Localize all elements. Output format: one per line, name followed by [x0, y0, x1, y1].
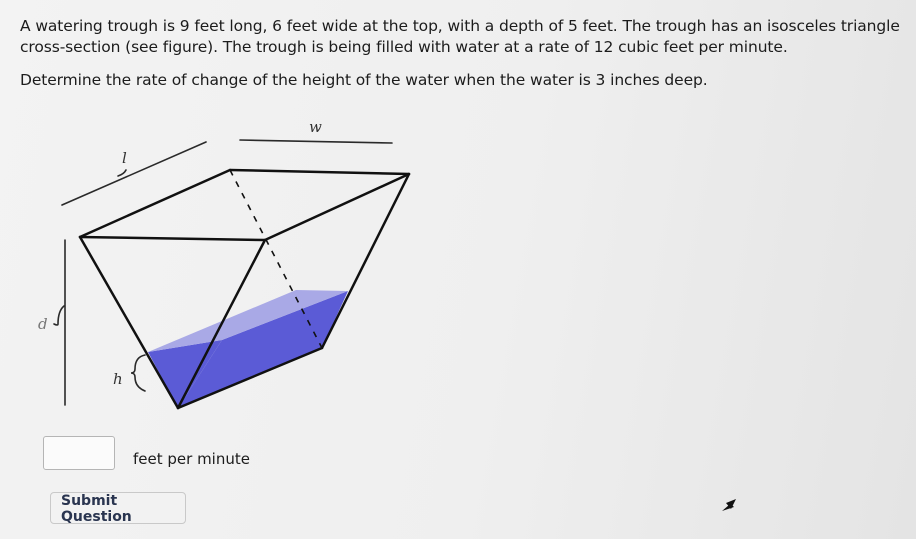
height-brace [131, 355, 145, 391]
water-surface [148, 290, 348, 352]
width-dimension-line [240, 140, 392, 143]
trough-back-top-edge [230, 170, 409, 174]
problem-question: Determine the rate of change of the height of the water when the water is 3 inches deep. [20, 71, 708, 89]
mouse-cursor-icon [721, 497, 737, 513]
submit-question-button[interactable]: Submit Question [50, 492, 186, 524]
depth-label: d [38, 315, 48, 333]
height-label: h [113, 370, 123, 388]
water-front-face [148, 340, 222, 408]
length-label: l [122, 149, 127, 167]
trough-top-right-diagonal [265, 174, 409, 240]
width-label: w [309, 118, 322, 136]
problem-statement: A watering trough is 9 feet long, 6 feet wide at the top, with a depth of 5 feet. The trough has an isosceles triangle cross-section (see figure). The trough is being filled with water at a rate of 12 cubic feet per minute. [20, 17, 900, 56]
length-brace [118, 170, 126, 176]
trough-back-right-side [322, 174, 409, 348]
trough-hidden-edge [230, 170, 322, 348]
problem-text [20, 16, 900, 91]
trough-bottom-edge [178, 348, 322, 408]
answer-input[interactable] [43, 436, 115, 470]
trough-front-top-edge [80, 237, 265, 240]
length-dimension-line [62, 142, 206, 205]
answer-unit-label: feet per minute [133, 450, 250, 468]
water-volume [178, 291, 348, 408]
depth-brace [54, 306, 64, 325]
trough-front-left-side [80, 237, 178, 408]
trough-top-left-edge [80, 170, 230, 237]
trough-front-right-side [178, 240, 265, 408]
